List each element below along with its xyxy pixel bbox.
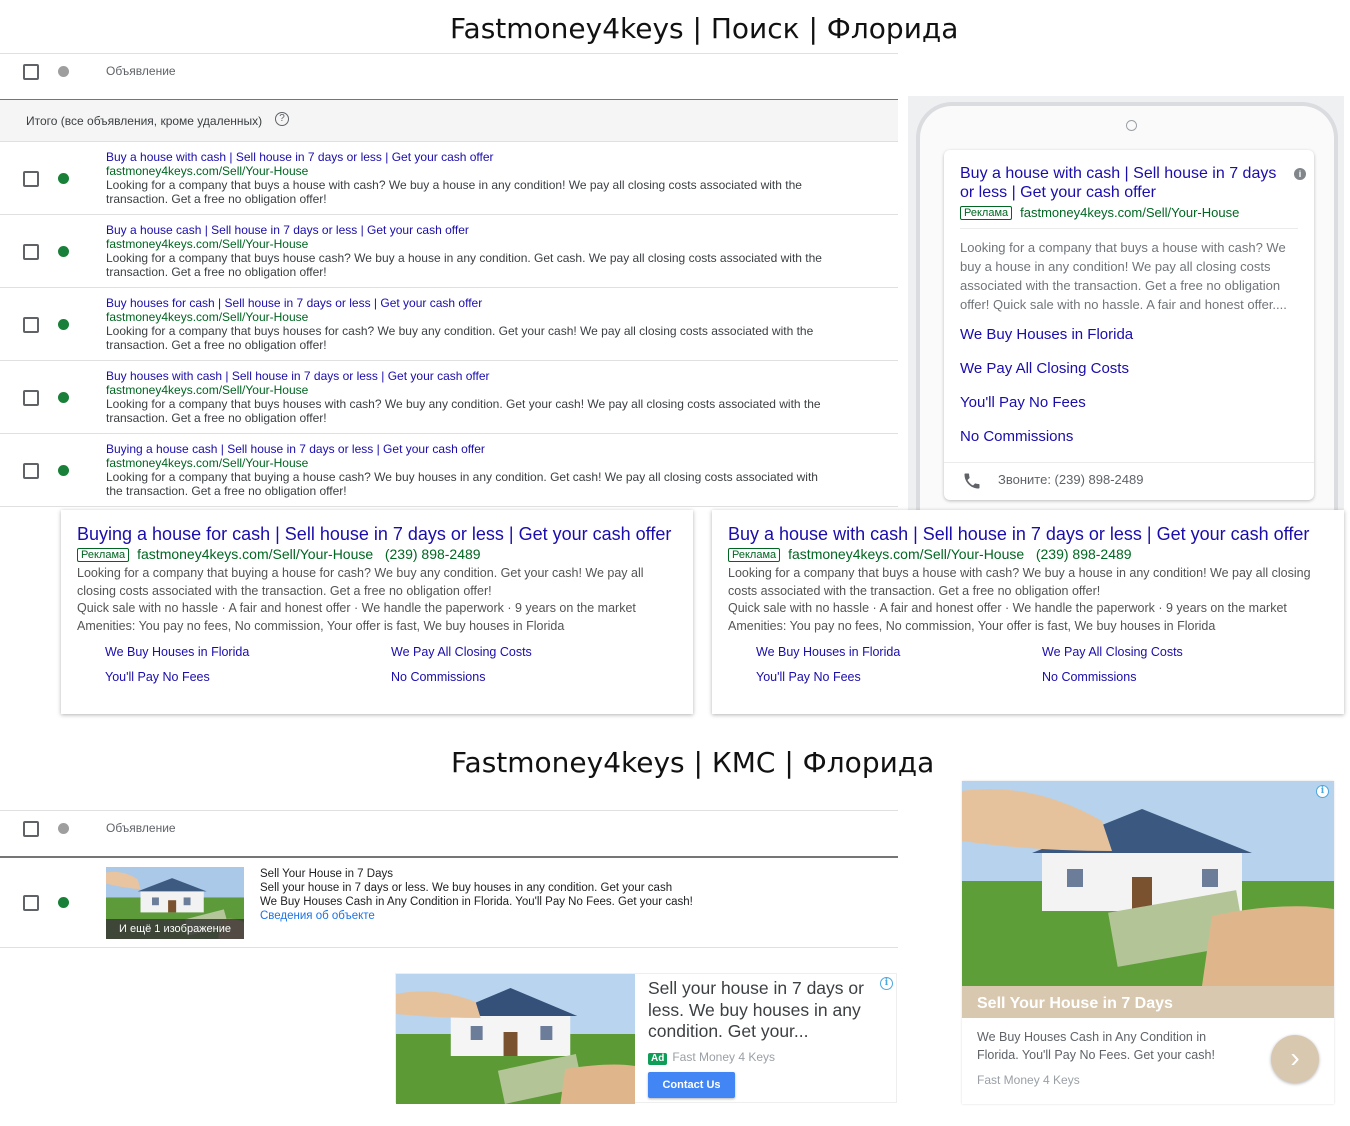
row-checkbox[interactable] xyxy=(23,171,39,187)
ad-url: fastmoney4keys.com/Sell/Your-House xyxy=(106,237,309,251)
mobile-url-text: fastmoney4keys.com/Sell/Your-House xyxy=(1020,205,1240,220)
ad-label-badge: Реклама xyxy=(960,206,1012,220)
search-section-title: Fastmoney4keys | Поиск | Флорида xyxy=(450,12,959,45)
sitelink[interactable]: We Pay All Closing Costs xyxy=(1042,645,1183,659)
rectangle-ad-image[interactable] xyxy=(962,781,1334,986)
ad-row[interactable] xyxy=(0,288,898,361)
display-ad-row[interactable] xyxy=(0,858,898,948)
totals-row xyxy=(0,100,898,142)
status-enabled-icon xyxy=(58,246,69,257)
sitelink[interactable]: We Buy Houses in Florida xyxy=(756,645,901,659)
sitelink[interactable]: You'll Pay No Fees xyxy=(105,670,210,684)
divider xyxy=(960,228,1298,229)
select-all-checkbox[interactable] xyxy=(23,821,39,837)
chevron-right-icon[interactable]: › xyxy=(1271,1035,1319,1083)
mobile-ad-card[interactable] xyxy=(944,150,1314,500)
ad-label-badge: Реклама xyxy=(77,548,129,562)
search-table-header xyxy=(0,53,898,101)
display-table-header xyxy=(0,810,898,858)
ad-description: Looking for a company that buys a house with cash? We buy a house in any condition! We pay all closing costs associated with the transaction. Get a free no obligation offer! xyxy=(106,178,802,206)
rectangle-ad-title[interactable]: Sell Your House in 7 Days xyxy=(977,995,1173,1012)
desktop-url-text: fastmoney4keys.com/Sell/Your-House xyxy=(788,546,1025,562)
structured-snippet: Amenities: You pay no fees, No commission, Your offer is fast, We buy houses in Florida xyxy=(728,618,1216,633)
display-description: We Buy Houses Cash in Any Condition in Florida. You'll Pay No Fees. Get your cash! xyxy=(260,896,693,908)
banner-advertiser xyxy=(648,1050,775,1065)
advertiser-name: Fast Money 4 Keys xyxy=(977,1073,1080,1087)
adchoices-icon[interactable]: i xyxy=(1316,785,1329,798)
mobile-ad-description: Looking for a company that buys a house with cash? We buy a house in any condition! We pay all closing costs associated with the transaction. Get a free no obligation offer! Quick sale with no hassle. A fair and honest offer.... xyxy=(960,240,1287,312)
callouts: Quick sale with no hassle · A fair and honest offer · We handle the paperwork · 9 years on the market xyxy=(77,601,636,615)
rectangle-ad-description: We Buy Houses Cash in Any Condition in Florida. You'll Pay No Fees. Get your cash! xyxy=(977,1030,1215,1062)
desktop-ad-preview[interactable] xyxy=(61,510,693,714)
rectangle-ad-preview[interactable] xyxy=(962,781,1334,1104)
ad-url: fastmoney4keys.com/Sell/Your-House xyxy=(106,310,309,324)
ad-label-badge: Реклама xyxy=(728,548,780,562)
divider xyxy=(944,462,1314,463)
row-checkbox[interactable] xyxy=(23,390,39,406)
status-enabled-icon xyxy=(58,392,69,403)
sitelink[interactable]: You'll Pay No Fees xyxy=(960,394,1086,411)
row-checkbox[interactable] xyxy=(23,317,39,333)
totals-label: Итого (все объявления, кроме удаленных) xyxy=(26,114,263,128)
ad-url: fastmoney4keys.com/Sell/Your-House xyxy=(106,164,309,178)
status-enabled-icon xyxy=(58,465,69,476)
desktop-ad-headline[interactable]: Buying a house for cash | Sell house in 7 days or less | Get your cash offer xyxy=(77,524,672,544)
column-header-ad[interactable]: Объявление xyxy=(106,821,176,835)
banner-image[interactable] xyxy=(396,974,635,1104)
call-extension[interactable]: Звоните: (239) 898-2489 xyxy=(998,472,1144,487)
sitelink[interactable]: We Buy Houses in Florida xyxy=(960,326,1134,343)
phone-icon[interactable] xyxy=(962,471,982,491)
ad-url: fastmoney4keys.com/Sell/Your-House xyxy=(106,456,309,470)
phone-frame xyxy=(916,102,1338,522)
status-enabled-icon xyxy=(58,897,69,908)
ad-description: Looking for a company that buys houses for cash? We buy any condition. Get your cash! We pay all closing costs associated with the transaction. Get a free no obligation offer! xyxy=(106,324,814,352)
mobile-ad-headline[interactable]: Buy a house with cash | Sell house in 7 days or less | Get your cash offer xyxy=(960,165,1277,201)
status-header-icon xyxy=(58,823,69,834)
ad-description: Looking for a company that buying a house cash? We buy houses in any condition. Get cash! We pay all closing costs associated with the transaction. Get a free no obligation offer! xyxy=(106,470,818,498)
desktop-ad-url xyxy=(77,546,481,562)
sitelink[interactable]: We Pay All Closing Costs xyxy=(391,645,532,659)
ad-headline[interactable]: Buying a house cash | Sell house in 7 days or less | Get your cash offer xyxy=(106,442,485,456)
short-headline: Sell Your House in 7 Days xyxy=(260,868,393,880)
ad-headline[interactable]: Buy houses for cash | Sell house in 7 days or less | Get your cash offer xyxy=(106,296,483,310)
sitelink[interactable]: No Commissions xyxy=(960,428,1074,445)
mobile-preview xyxy=(908,96,1344,510)
ad-image-thumbnail[interactable] xyxy=(106,867,244,939)
sitelink[interactable]: We Pay All Closing Costs xyxy=(960,360,1129,377)
structured-snippet: Amenities: You pay no fees, No commission, Your offer is fast, We buy houses in Florida xyxy=(77,618,565,633)
status-header-icon xyxy=(58,66,69,77)
ad-description: Looking for a company that buys house cash? We buy a house in any condition. Get cash. We pay all closing costs associated with the transaction. Get a free no obligation offer! xyxy=(106,251,822,279)
banner-headline[interactable]: Sell your house in 7 days or less. We buy houses in any condition. Get your... xyxy=(648,978,864,1041)
camera-icon xyxy=(1126,120,1137,131)
status-enabled-icon xyxy=(58,319,69,330)
desktop-ad-url xyxy=(728,546,1132,562)
sitelink[interactable]: No Commissions xyxy=(391,670,486,684)
adchoices-icon[interactable]: i xyxy=(880,977,893,990)
sitelink[interactable]: No Commissions xyxy=(1042,670,1137,684)
ad-row[interactable] xyxy=(0,361,898,434)
column-header-ad[interactable]: Объявление xyxy=(106,64,176,78)
house-money-image xyxy=(396,974,635,1104)
desktop-ad-description: Looking for a company that buying a house for cash? We buy any condition. Get your cash! We pay all closing costs associated with the transaction. Get a free no obligation offer! xyxy=(77,566,644,598)
display-section-title: Fastmoney4keys | КМС | Флорида xyxy=(451,746,935,779)
callouts: Quick sale with no hassle · A fair and honest offer · We handle the paperwork · 9 years on the market xyxy=(728,601,1287,615)
contact-us-button[interactable]: Contact Us xyxy=(648,1072,735,1098)
ad-row[interactable] xyxy=(0,434,898,507)
info-icon[interactable]: i xyxy=(1294,168,1306,180)
row-checkbox[interactable] xyxy=(23,895,39,911)
ad-url: fastmoney4keys.com/Sell/Your-House xyxy=(106,383,309,397)
phone-number[interactable]: (239) 898-2489 xyxy=(1035,546,1132,562)
sitelink[interactable]: You'll Pay No Fees xyxy=(756,670,861,684)
desktop-ad-headline[interactable]: Buy a house with cash | Sell house in 7 days or less | Get your cash offer xyxy=(728,524,1310,544)
desktop-ad-preview[interactable] xyxy=(712,510,1344,714)
ad-headline[interactable]: Buy a house with cash | Sell house in 7 days or less | Get your cash offer xyxy=(106,150,494,164)
ad-badge: Ad xyxy=(648,1053,667,1065)
title-band xyxy=(962,986,1334,1018)
help-icon[interactable]: ? xyxy=(275,112,289,126)
long-headline: Sell your house in 7 days or less. We buy houses in any condition. Get your cash xyxy=(260,882,673,894)
phone-number[interactable]: (239) 898-2489 xyxy=(384,546,481,562)
ad-row[interactable] xyxy=(0,142,898,215)
ad-headline[interactable]: Buy houses with cash | Sell house in 7 days or less | Get your cash offer xyxy=(106,369,490,383)
ad-headline[interactable]: Buy a house cash | Sell house in 7 days or less | Get your cash offer xyxy=(106,223,469,237)
banner-ad-preview[interactable] xyxy=(395,973,897,1103)
ad-row[interactable] xyxy=(0,215,898,288)
house-money-image xyxy=(962,781,1334,986)
desktop-ad-body xyxy=(728,565,1328,635)
desktop-url-text: fastmoney4keys.com/Sell/Your-House xyxy=(137,546,374,562)
desktop-ad-body xyxy=(77,565,677,635)
row-checkbox[interactable] xyxy=(23,463,39,479)
ad-description: Looking for a company that buys houses with cash? We buy any condition. Get your cash! We pay all closing costs associated with the transaction. Get a free no obligation offer! xyxy=(106,397,821,425)
ad-details-link[interactable]: Сведения об объекте xyxy=(260,910,375,922)
status-enabled-icon xyxy=(58,173,69,184)
advertiser-name: Fast Money 4 Keys xyxy=(672,1050,776,1064)
row-checkbox[interactable] xyxy=(23,244,39,260)
desktop-ad-description: Looking for a company that buys a house with cash? We buy a house in any condition! We pay all closing costs associated with the transaction. Get a free no obligation offer! xyxy=(728,566,1311,598)
mobile-ad-url xyxy=(960,205,1239,220)
select-all-checkbox[interactable] xyxy=(23,64,39,80)
more-images-caption: И ещё 1 изображение xyxy=(106,919,244,939)
sitelink[interactable]: We Buy Houses in Florida xyxy=(105,645,250,659)
